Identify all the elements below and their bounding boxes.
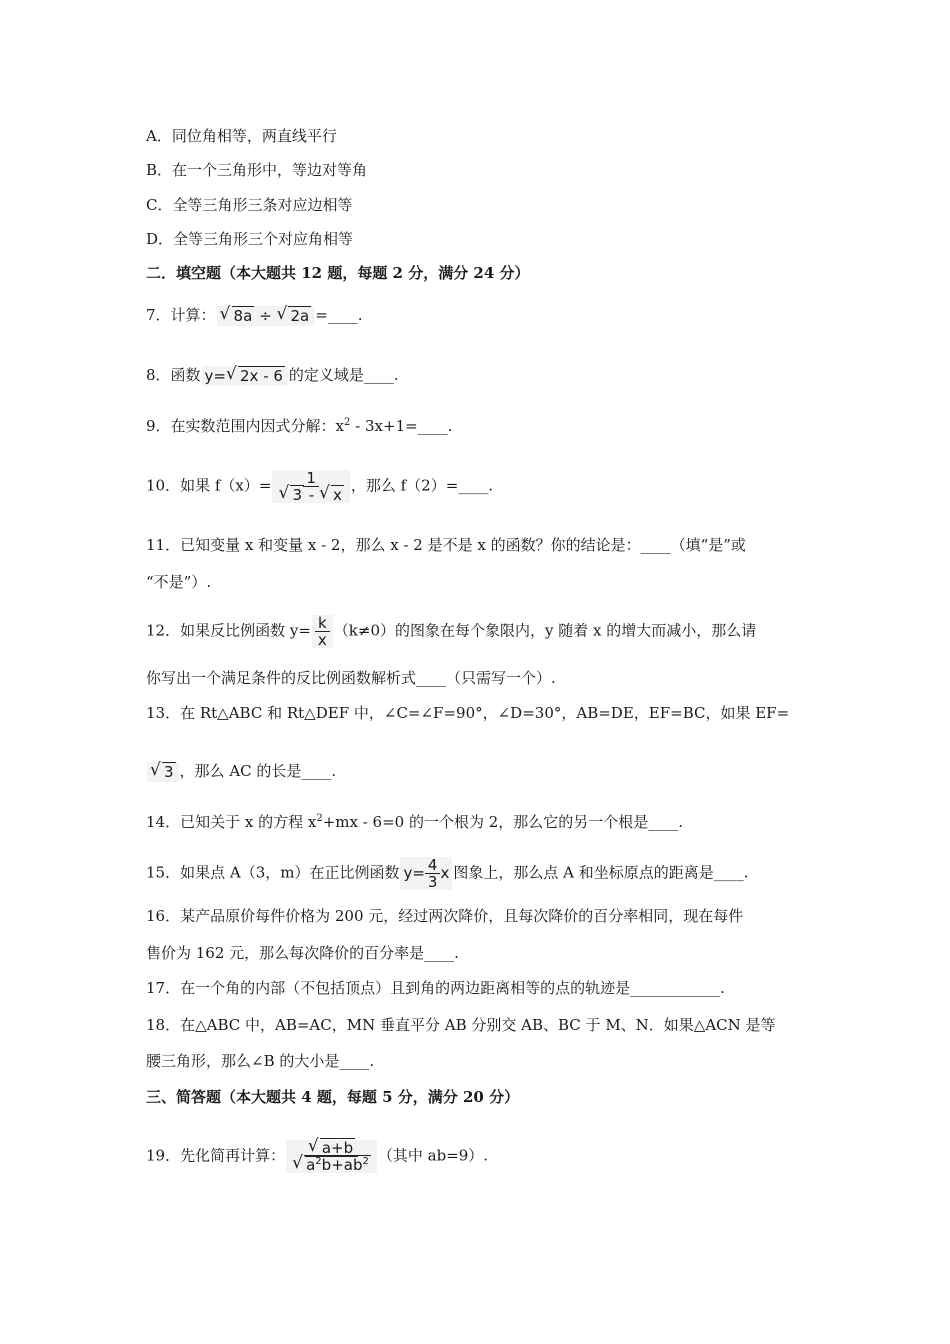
section-3-heading: 三、简答题（本大题共 4 题，每题 5 分，满分 20 分） [146, 1088, 520, 1106]
question-14: 14．已知关于 x 的方程 $x^2+mx - 6=0$ 的一个根为 2，那么它的另一个根是____. [146, 813, 684, 831]
q7-formula: √ 8a ÷ √ 2a [217, 306, 315, 326]
question-11-line-2: “不是”）. [146, 573, 212, 591]
q12-formula: $\frac{k}{x}$ [312, 615, 333, 648]
question-15: 15．如果点 A（3，m）在正比例函数 y= $\frac{4}{3}$ x 图象上，那么点 A 和坐标原点的距离是____. [146, 856, 749, 891]
q10-formula: 1 √ 3 - √ x [272, 470, 349, 503]
question-18-line-2: 腰三角形，那么∠B 的大小是____. [146, 1052, 375, 1070]
q8-formula: y=√ 2x - 6 [202, 366, 288, 386]
q13-formula: √ 3 [147, 762, 179, 782]
question-12: 12．如果反比例函数 y= $\frac{k}{x}$ （k≠0）的图象在每个象限内，y 随着 x 的增大而减小，那么请 [146, 614, 757, 649]
q19-formula: √ a+b √ $a^2b+ab^2$ [286, 1140, 377, 1173]
question-19: 19．先化简再计算： √ a+b √ $a^2b+ab^2$ （其中 ab=9）. [146, 1140, 488, 1173]
q7-answer-blank: =____. [315, 306, 363, 324]
option-b: B．在一个三角形中，等边对等角 [146, 161, 368, 179]
question-7 [146, 305, 363, 326]
question-8 [146, 365, 399, 386]
question-12-line-2: 你写出一个满足条件的反比例函数解析式____（只需写一个）. [146, 669, 556, 687]
q8-answer-blank: 的定义域是____. [288, 366, 399, 384]
option-d: D．全等三角形三个对应角相等 [146, 230, 354, 248]
question-18-line-1: 18．在△ABC 中，AB=AC，MN 垂直平分 AB 分别交 AB、BC 于 M、N．如果△ACN 是等 [146, 1016, 776, 1034]
q8-label: 8．函数 [146, 366, 201, 384]
question-13-line-2: √ 3 ，那么 AC 的长是____. [146, 761, 336, 782]
question-11-line-1: 11．已知变量 x 和变量 x - 2，那么 x - 2 是不是 x 的函数？你的结论是：____（填“是”或 [146, 536, 746, 554]
question-9: 9．在实数范围内因式分解：$x^2$ - 3x+1=____. [146, 417, 453, 435]
option-c: C．全等三角形三条对应边相等 [146, 196, 353, 214]
question-16-line-1: 16．某产品原价每件价格为 200 元，经过两次降价，且每次降价的百分率相同，现在每件 [146, 907, 744, 925]
question-16-line-2: 售价为 162 元，那么每次降价的百分率是____. [146, 944, 459, 962]
question-13-line-1: 13．在 Rt△ABC 和 Rt△DEF 中，∠C=∠F=90°，∠D=30°，AB=DE，EF=BC，如果 EF= [146, 704, 790, 722]
question-10: 10．如果 f（x）= 1 √ 3 - √ x ，那么 f（2）=____. [146, 470, 493, 503]
q7-label: 7．计算： [146, 306, 216, 324]
q15-formula: y= $\frac{4}{3}$ x [400, 857, 452, 890]
question-17: 17．在一个角的内部（不包括顶点）且到角的两边距离相等的点的轨迹是____________. [146, 979, 725, 997]
option-a: A．同位角相等，两直线平行 [146, 127, 337, 145]
section-2-heading: 二．填空题（本大题共 12 题，每题 2 分，满分 24 分） [146, 264, 530, 282]
